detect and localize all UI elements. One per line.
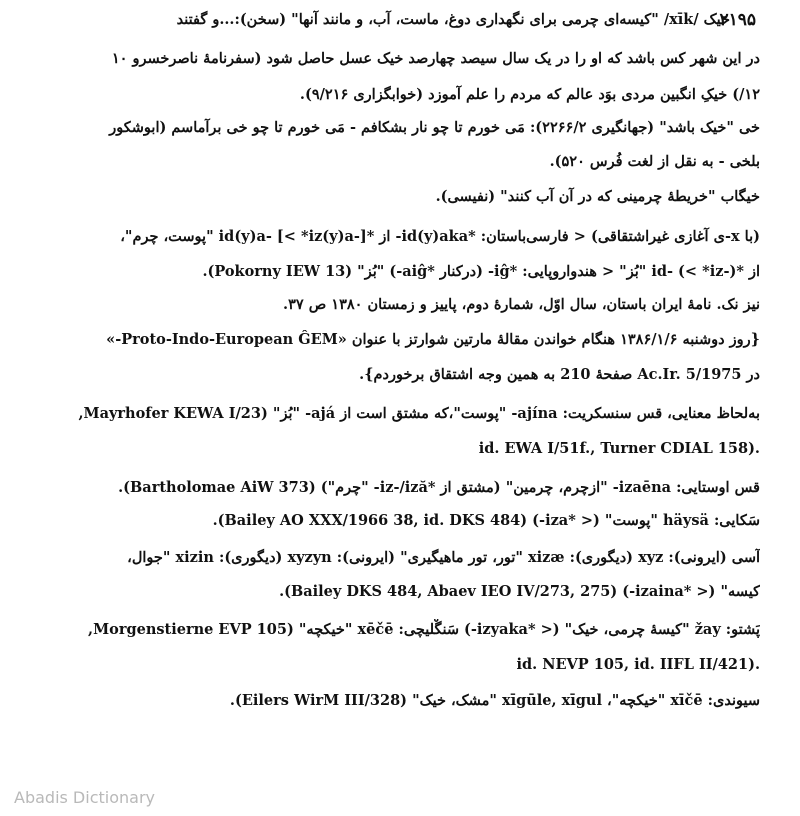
entry-line: قس اوستایی: izaēna- "ازچرم، چرمین" (مشتق از *iz-/iză- "چرم") (Bartholomae AiW 373). (118, 479, 760, 496)
entry-line: آسی (ایرونی): xyz (دیگوری): xizæ "تور، تور ماهیگیری" (ایرونی): xyzyn (دیگوری): xizin "جوال، (127, 549, 760, 566)
entry-line: بلخی - به نقل از لغت فُرس ۵۲۰). (549, 153, 760, 170)
entry-line: (با x-ی آغازی غیراشتقاقی) < فارسی‌باستان: *id(y)aka- از *id(y)a- [< *iz(y)a-] "پوست، چرم"، (120, 228, 760, 245)
entry-line: از *id- (< *iz-) "بُز" < هندواروپایی: *iĝ- (درکنار *aiĝ-) "بُز" (Pokorny IEW 13). (202, 263, 760, 280)
entry-line: ۱۲/) خیکِ انگبین مردی بوَد عالم که مردم را علم آموزد (خوابگزاری ۹/۲۱۶). (299, 86, 760, 103)
watermark: Abadis Dictionary (14, 788, 155, 807)
entry-line: در Ac.Ir. 5/1975 صفحهٔ 210 به همین وجه اشتقاق برخوردم}. (359, 366, 760, 383)
entry-line: خیگاب "خریطهٔ چرمینی که در آن آب کنند" (نفیسی). (435, 188, 760, 205)
entry-line: سَکایی: häysä "پوست" (< *iza-) (Bailey AO XXX/1966 38, id. DKS 484). (212, 512, 760, 529)
entry-line: به‌لحاظ معنایی، قس سنسکریت: ajína- "پوست"،که مشتق است از ajá- "بُز" (Mayrhofer KEWA I/23, (78, 405, 760, 422)
entry-line: نیز نک. نامهٔ ایران باستان، سال اوّل، شمارهٔ دوم، پاییز و زمستان ۱۳۸۰ ص ۳۷. (283, 296, 760, 313)
entry-line: id. EWA I/51f., Turner CDIAL 158). (478, 440, 760, 457)
entry-line: خی "خیک باشد" (جهانگیری ۲۲۶۶/۲): مَی خورم تا چو نار بشکافم - مَی خورم تا چو خی برآماسم (ابوشکور (109, 119, 760, 136)
entry-line: در این شهر کس باشد که او را در یک سال سیصد چهارصد خیک عسل حاصل شود (سفرنامهٔ ناصرخسرو ۱۰ (111, 50, 760, 67)
page-number: ۲۱۹۵ (719, 10, 756, 30)
entry-line: کیسه" (< *izaina-) (Bailey DKS 484, Abaev IEO IV/273, 275). (279, 583, 760, 600)
entry-line: خیک /xīk/ "کیسه‌ای چرمی برای نگهداری دوغ، ماست، آب، و مانند آنها" (سخن):...و گفتند (176, 11, 730, 28)
entry-line: {روز دوشنبه ۱۳۸۶/۱/۶ هنگام خواندن مقالهٔ مارتین شوارتز با عنوان «Proto-Indo-European ĜEM-» (106, 331, 760, 348)
entry-line: پَشتو: žay "کیسهٔ چرمی، خیک" (< *izyaka-) سَنگْلیچی: xēčē "خیکچه" (Morgenstierne EVP 105, (88, 621, 760, 638)
entry-line: سیوندی: xīčē "خیکچه"، xīgūle, xīgul "مشک، خیک" (Eilers WirM III/328). (229, 692, 760, 709)
entry-line: id. NEVP 105, id. IIFL II/421). (516, 656, 760, 673)
